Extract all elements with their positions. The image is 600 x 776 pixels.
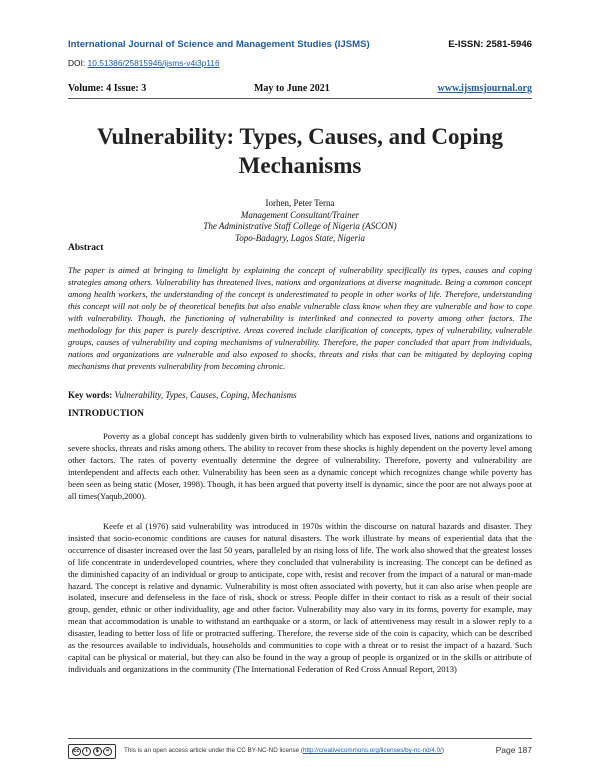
body-paragraph: Poverty as a global concept has suddenly given birth to vulnerability which has exposed lives, nations and organizations to severe shocks, threats and risks among others. The ability to recover from these shocks is highly dependent on the poverty level among other factors. The rates of poverty eventually determine the degree of vulnerability. Therefore, poverty and vulnerability are interdependent and affects each other. Vulnerability has been seen as a dynamic concept which recognizes change while poverty has been seen as being static (Moser, 1998). Though, it has been argued that poverty itself is dynamic, since the poor are not always poor at all times(Yaqub,2000). [68,431,532,501]
abstract-heading: Abstract [68,243,104,253]
affiliation-line: Topo-Badagry, Lagos State, Nigeria [235,232,365,243]
noderivatives-icon: = [103,747,112,756]
article-title: Vulnerability: Types, Causes, and Coping Mechanisms [96,124,503,178]
doi-line [68,58,220,68]
keywords-label: Key words: [68,390,115,400]
author-block [68,198,532,244]
cc-license-badge[interactable] [68,744,116,759]
eissn: E-ISSN: 2581-5946 [448,39,532,50]
journal-website-link[interactable]: www.ijsmsjournal.org [437,83,532,94]
journal-header [68,39,532,50]
journal-name: International Journal of Science and Management Studies (IJSMS) [68,39,370,50]
body-paragraph: Keefe et al (1976) said vulnerability was introduced in 1970s within the discourse on natural hazards and disaster. They insisted that socio-economic conditions are causes for natural disasters. The work illustrate by means of experiential data that the occurrence of disaster increased over the last 50 years, paralleled by an rising loss of life. The work also showed that the greatest losses of life concentrate in underdeveloped countries, where they concluded that vulnerability is increasing. The concept can be defined as the diminished capacity of an individual or group to anticipate, cope with, resist and recover from the impact of a natural or man-made hazard. The concept is relative and dynamic. Vulnerability is most often associated with poverty, but it can also arise when people are isolated, insecure and defenseless in the face of risk, shock or stress. People differ in their contact to risk as a result of their social group, gender, ethnic or other individuality, age and other factor. Vulnerability may also vary in its forms, poverty for example, may mean that accommodation is unable to withstand an earthquake or a storm, or lack of attentiveness may result in a slower reply to a disaster, leading to better loss of life or protracted suffering. Therefore, the reverse side of the coin is capacity, which can be described as the resources available to individuals, households and communities to cope with a threat or to resist the impact of a hazard. Such capital can be physical or material, but they can also be found in the way a group of people is organized or in the skills or attribute of individuals and organizations in the community (The International Federation of Red Cross Annual Report, 2013) [68,521,532,674]
volume-issue: Volume: 4 Issue: 3 [68,83,147,94]
license-text: This is an open access article under the CC BY-NC-ND license ( [124,747,303,754]
doi-link[interactable]: 10.51386/25815946/ijsms-v4i3p116 [87,58,220,68]
license-text-end: ) [441,747,445,754]
author-name: Iorhen, Peter Terna [265,198,335,208]
issue-info [68,83,532,94]
cc-icon: cc [73,748,80,754]
footer-rule [68,738,532,739]
keywords-line [68,390,297,400]
affiliation-line: The Administrative Staff College of Nigeria (ASCON) [203,221,397,232]
keywords-value: Vulnerability, Types, Causes, Coping, Mechanisms [114,390,297,400]
doi-label: DOI: [68,58,88,68]
affiliation-line: Management Consultant/Trainer [240,209,360,220]
introduction-heading: INTRODUCTION [68,409,145,419]
issue-period: May to June 2021 [253,83,330,94]
page-footer [68,744,532,764]
abstract-text: The paper is aimed at bringing to limelight by explaining the concept of vulnerability specifically its types, causes and coping strategies among others. Vulnerability has threatened lives, nations and organizations at diverse magnitude. Being a common concept among health workers, the understanding of the concept is underestimated to people in other works of life. Therefore, understanding this concept will not only be of theoretical benefits but also enable vulnerable class know when they are vulnerable and how to cope with vulnerability. Though, the functioning of vulnerability is interlinked and connected to poverty among other factors. The methodology for this paper is purely descriptive. Areas covered include clarification of concepts, types of vulnerability, vulnerable groups, causes of vulnerability and coping mechanisms of vulnerability. Therefore, the paper concluded that apart from individuals, nations and organizations are vulnerable and also exposed to shocks, threats and risks that can be mitigated by deploying coping mechanisms that prevents vulnerability from becoming chronic. [68,265,532,371]
page-number: Page 187 [495,745,532,755]
license-link[interactable]: http://creativecommons.org/licenses/by-nc-nd/4.0/ [302,747,442,754]
attribution-icon: i [82,747,91,756]
noncommercial-icon: $ [93,747,102,756]
header-rule [68,98,532,99]
license-notice [124,747,444,754]
